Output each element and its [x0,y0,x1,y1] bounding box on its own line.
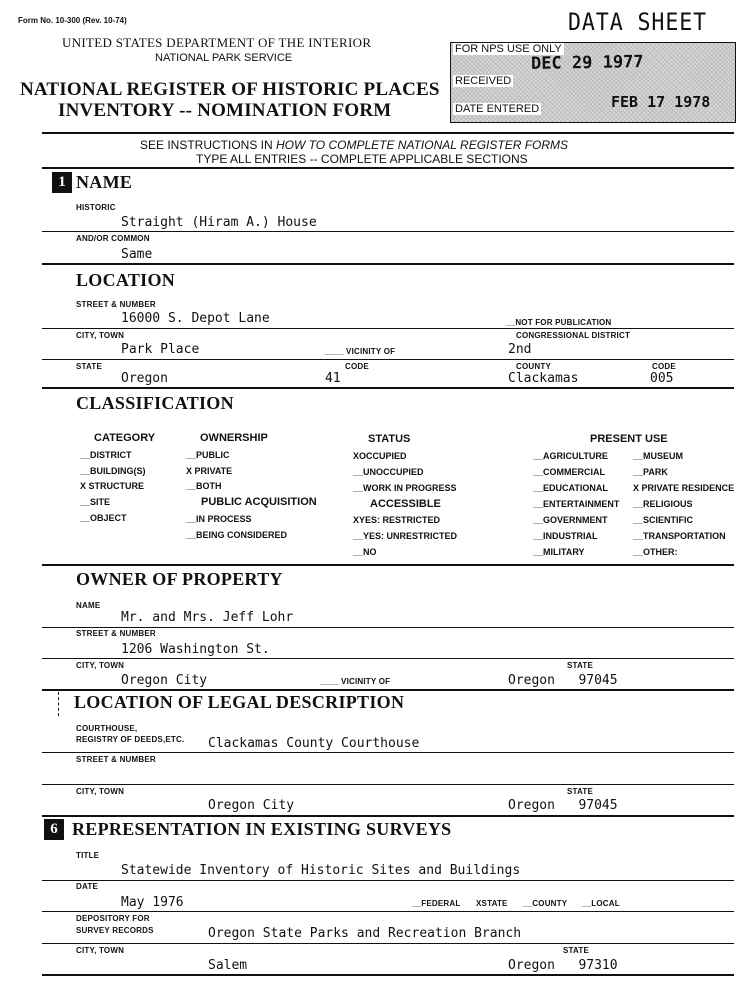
legal-state-value: Oregon 97045 [508,798,618,813]
status-unoccupied: __UNOCCUPIED [353,467,424,477]
survey-local: __LOCAL [582,899,620,908]
not-for-publication: __NOT FOR PUBLICATION [506,318,612,327]
category-head: CATEGORY [94,432,156,444]
use-industrial: __INDUSTRIAL [533,531,598,541]
status-occupied: XOCCUPIED [353,451,407,461]
congress-label: CONGRESSIONAL DISTRICT [516,331,631,340]
acquisition-head: PUBLIC ACQUISITION [201,496,317,508]
entered-stamp: FEB 17 1978 [611,93,711,111]
survey-date-value: May 1976 [121,895,184,910]
survey-county: __COUNTY [523,899,568,908]
owner-name-label: NAME [76,601,101,610]
status-head: STATUS [368,433,411,445]
instructions-line1: SEE INSTRUCTIONS IN HOW TO COMPLETE NATIONAL REGISTER FORMS [140,138,569,152]
use-park: __PARK [633,467,668,477]
ownership-head: OWNERSHIP [200,432,268,444]
use-agriculture: __AGRICULTURE [533,451,608,461]
use-private-residence: X PRIVATE RESIDENCE [633,483,735,493]
accessible-no: __NO [353,547,377,557]
legal-state-label: STATE [567,787,594,796]
depository-label-line1: DEPOSITORY FOR [76,914,150,923]
acquisition-in-process: __IN PROCESS [186,514,252,524]
department-name: UNITED STATES DEPARTMENT OF THE INTERIOR [62,35,372,50]
courthouse-label-line1: COURTHOUSE, [76,724,138,733]
location-heading: LOCATION [76,270,176,290]
classification-heading: CLASSIFICATION [76,393,234,413]
instructions-rule [42,167,734,169]
use-government: __GOVERNMENT [533,515,608,525]
form-title-line2: INVENTORY -- NOMINATION FORM [58,100,392,121]
state-label: STATE [76,362,103,371]
ownership-public: __PUBLIC [186,450,230,460]
street-label: STREET & NUMBER [76,300,156,309]
common-label: AND/OR COMMON [76,234,150,243]
street-value: 16000 S. Depot Lane [121,311,270,326]
congress-value: 2nd [508,342,532,357]
use-museum: __MUSEUM [633,451,684,461]
common-value: Same [121,247,153,262]
use-other: __OTHER: [633,547,678,557]
form-number: Form No. 10-300 (Rev. 10-74) [18,16,127,25]
accessible-head: ACCESSIBLE [370,498,441,510]
ownership-private: X PRIVATE [186,466,233,476]
category-structure: X STRUCTURE [80,481,145,491]
instructions-line2: TYPE ALL ENTRIES -- COMPLETE APPLICABLE SECTIONS [196,152,528,166]
city-value: Park Place [121,342,200,357]
historic-value: Straight (Hiram A.) House [121,215,317,230]
survey-title-value: Statewide Inventory of Historic Sites and Buildings [121,863,521,878]
data-sheet-label: DATA SHEET [568,8,708,36]
category-buildings: __BUILDING(S) [80,466,146,476]
header-rule [42,132,734,134]
legal-city-label: CITY, TOWN [76,787,125,796]
name-heading: NAME [76,172,133,192]
county-code-label: CODE [652,362,676,371]
owner-name-value: Mr. and Mrs. Jeff Lohr [121,610,294,625]
use-entertainment: __ENTERTAINMENT [533,499,620,509]
owner-city-label: CITY, TOWN [76,661,125,670]
survey-state-value: Oregon 97310 [508,958,618,973]
use-educational: __EDUCATIONAL [533,483,608,493]
use-military: __MILITARY [533,547,585,557]
accessible-restricted: XYES: RESTRICTED [353,515,441,525]
category-object: __OBJECT [80,513,127,523]
owner-street-label: STREET & NUMBER [76,629,156,638]
use-scientific: __SCIENTIFIC [633,515,694,525]
category-site: __SITE [80,497,111,507]
owner-street-value: 1206 Washington St. [121,642,270,657]
county-code-value: 005 [650,371,674,386]
nps-use-label: FOR NPS USE ONLY [455,43,562,55]
nps-use-box [450,42,736,123]
depository-label-line2: SURVEY RECORDS [76,926,154,935]
surveys-heading: REPRESENTATION IN EXISTING SURVEYS [72,819,452,839]
received-stamp: DEC 29 1977 [530,52,644,74]
historic-label: HISTORIC [76,203,116,212]
owner-state-value: Oregon 97045 [508,673,618,688]
section-number-1: 1 [52,172,72,193]
present-use-head: PRESENT USE [590,433,668,445]
owner-heading: OWNER OF PROPERTY [76,569,283,589]
use-commercial: __COMMERCIAL [533,467,606,477]
owner-city-value: Oregon City [121,673,208,688]
survey-date-label: DATE [76,882,98,891]
status-work-in-progress: __WORK IN PROGRESS [353,483,457,493]
legal-heading: LOCATION OF LEGAL DESCRIPTION [74,692,405,712]
city-label: CITY, TOWN [76,331,125,340]
legal-city-value: Oregon City [208,798,295,813]
survey-state: XSTATE [476,899,508,908]
code-label: CODE [345,362,369,371]
received-label: RECEIVED [455,75,512,87]
survey-federal: __FEDERAL [412,899,461,908]
vicinity-label: ____ VICINITY OF [325,347,396,356]
accessible-unrestricted: __YES: UNRESTRICTED [353,531,458,541]
use-transportation: __TRANSPORTATION [633,531,726,541]
code-value: 41 [325,371,341,386]
survey-title-label: TITLE [76,851,100,860]
county-label: COUNTY [516,362,551,371]
owner-vicinity-label: ____ VICINITY OF [320,677,391,686]
service-name: NATIONAL PARK SERVICE [155,52,293,64]
acquisition-considered: __BEING CONSIDERED [186,530,288,540]
survey-state-label: STATE [563,946,590,955]
ownership-both: __BOTH [186,481,222,491]
courthouse-value: Clackamas County Courthouse [208,736,420,751]
date-entered-label: DATE ENTERED [455,103,540,115]
use-religious: __RELIGIOUS [633,499,693,509]
courthouse-label-line2: REGISTRY OF DEEDS,ETC. [76,735,185,744]
form-title-line1: NATIONAL REGISTER OF HISTORIC PLACES [20,79,440,100]
section-number-6: 6 [44,819,64,840]
county-value: Clackamas [508,371,579,386]
survey-city-value: Salem [208,958,248,973]
survey-city-label: CITY, TOWN [76,946,125,955]
state-value: Oregon [121,371,168,386]
legal-street-label: STREET & NUMBER [76,755,156,764]
depository-value: Oregon State Parks and Recreation Branch [208,926,522,941]
owner-state-label: STATE [567,661,594,670]
category-district: __DISTRICT [80,450,132,460]
